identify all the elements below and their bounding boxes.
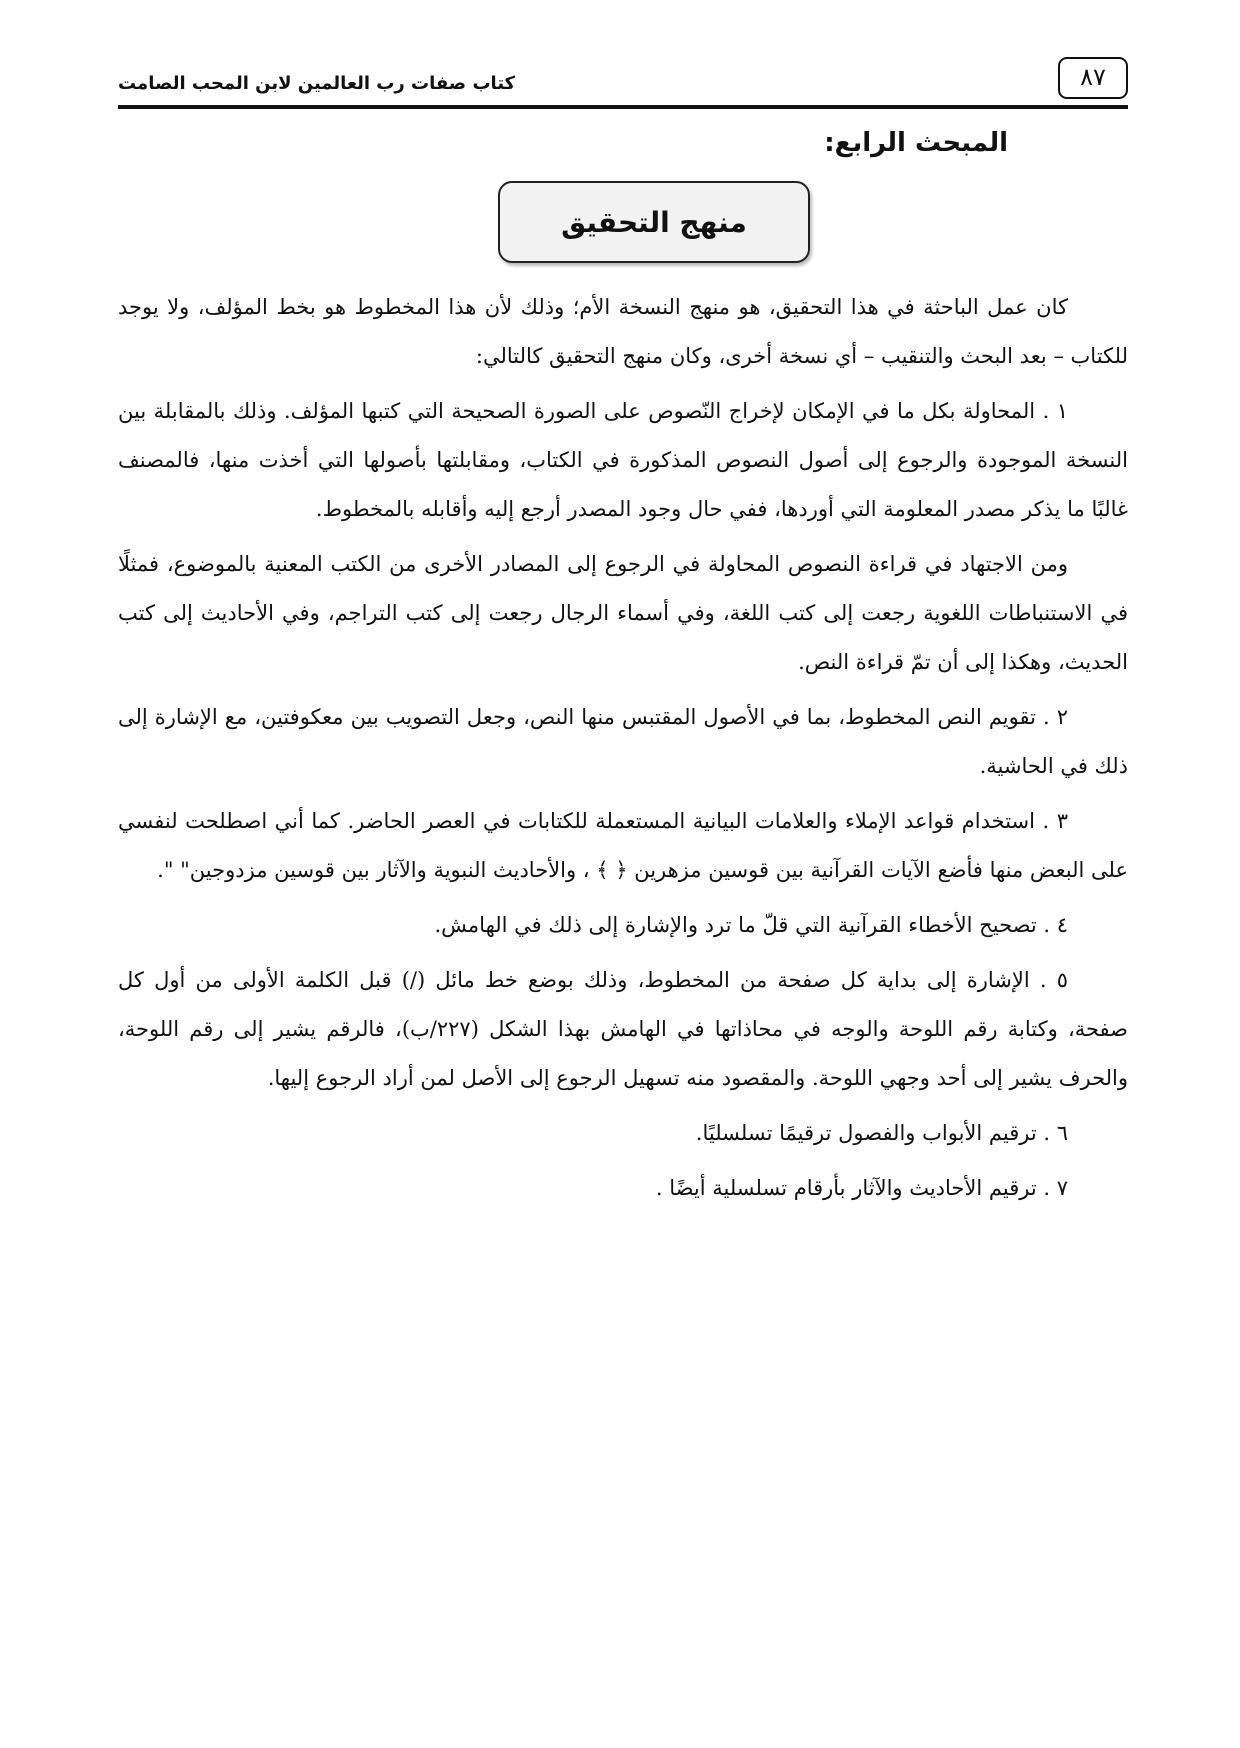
paragraph-item-5: ٥ . الإشارة إلى بداية كل صفحة من المخطوط، وذلك بوضع خط مائل (/) قبل الكلمة الأولى من أول كل صفحة، وكتابة رقم اللوحة والوجه في محاذاتها في الهامش بهذا الشكل (٢٢٧/ب)، فالرقم يشير إلى رقم اللوحة، والحرف يشير إلى أحد وجهي اللوحة. والمقصود منه تسهيل الرجوع إلى الأصل لمن أراد الرجوع إليها. bbox=[118, 968, 1128, 1090]
section-heading: المبحث الرابع: bbox=[824, 128, 1008, 158]
paragraph-item-1: ١ . المحاولة بكل ما في الإمكان لإخراج النّصوص على الصورة الصحيحة التي كتبها المؤلف. وذلك بالمقابلة بين النسخة الموجودة والرجوع إلى أصول النصوص المذكورة في الكتاب، ومقابلتها بأصولها التي أخذت منها، فالمصنف غالبًا ما يذكر مصدر المعلومة التي أوردها، ففي حال وجود المصدر أرجع إليه وأقابله بالمخطوط. bbox=[118, 399, 1128, 521]
page-number: ٨٧ bbox=[1058, 57, 1128, 99]
paragraph-item-6: ٦ . ترقيم الأبواب والفصول ترقيمًا تسلسليًا. bbox=[695, 1121, 1068, 1145]
paragraph-item-4: ٤ . تصحيح الأخطاء القرآنية التي قلّ ما ترد والإشارة إلى ذلك في الهامش. bbox=[434, 913, 1068, 937]
paragraph-item-7: ٧ . ترقيم الأحاديث والآثار بأرقام تسلسلية أيضًا . bbox=[655, 1176, 1068, 1200]
paragraph-intro: كان عمل الباحثة في هذا التحقيق، هو منهج النسخة الأم؛ وذلك لأن هذا المخطوط هو بخط المؤلف، ولا يوجد للكتاب – بعد البحث والتنقيب – أي نسخة أخرى، وكان منهج التحقيق كالتالي: bbox=[118, 295, 1128, 368]
book-title: كتاب صفات رب العالمين لابن المحب الصامت bbox=[118, 73, 516, 94]
paragraph-item-1-continued: ومن الاجتهاد في قراءة النصوص المحاولة في الرجوع إلى المصادر الأخرى من الكتب المعنية بالموضوع، فمثلًا في الاستنباطات اللغوية رجعت إلى كتب اللغة، وفي أسماء الرجال رجعت إلى كتب التراجم، وفي الأحاديث إلى كتب الحديث، وهكذا إلى أن تمّ قراءة النص. bbox=[118, 552, 1128, 674]
chapter-title: منهج التحقيق bbox=[561, 205, 747, 239]
paragraph-item-2: ٢ . تقويم النص المخطوط، بما في الأصول المقتبس منها النص، وجعل التصويب بين معكوفتين، مع الإشارة إلى ذلك في الحاشية. bbox=[118, 705, 1128, 778]
body-text bbox=[118, 283, 1128, 1219]
chapter-title-box bbox=[498, 181, 810, 263]
page-header bbox=[118, 55, 1128, 109]
header-rule bbox=[118, 105, 1128, 109]
paragraph-item-3: ٣ . استخدام قواعد الإملاء والعلامات البيانية المستعملة للكتابات في العصر الحاضر. كما أني اصطلحت لنفسي على البعض منها فأضع الآيات القرآنية بين قوسين مزهرين ﴿ ﴾ ، والأحاديث النبوية والآثار بين قوسين مزدوجين" ". bbox=[118, 809, 1128, 882]
